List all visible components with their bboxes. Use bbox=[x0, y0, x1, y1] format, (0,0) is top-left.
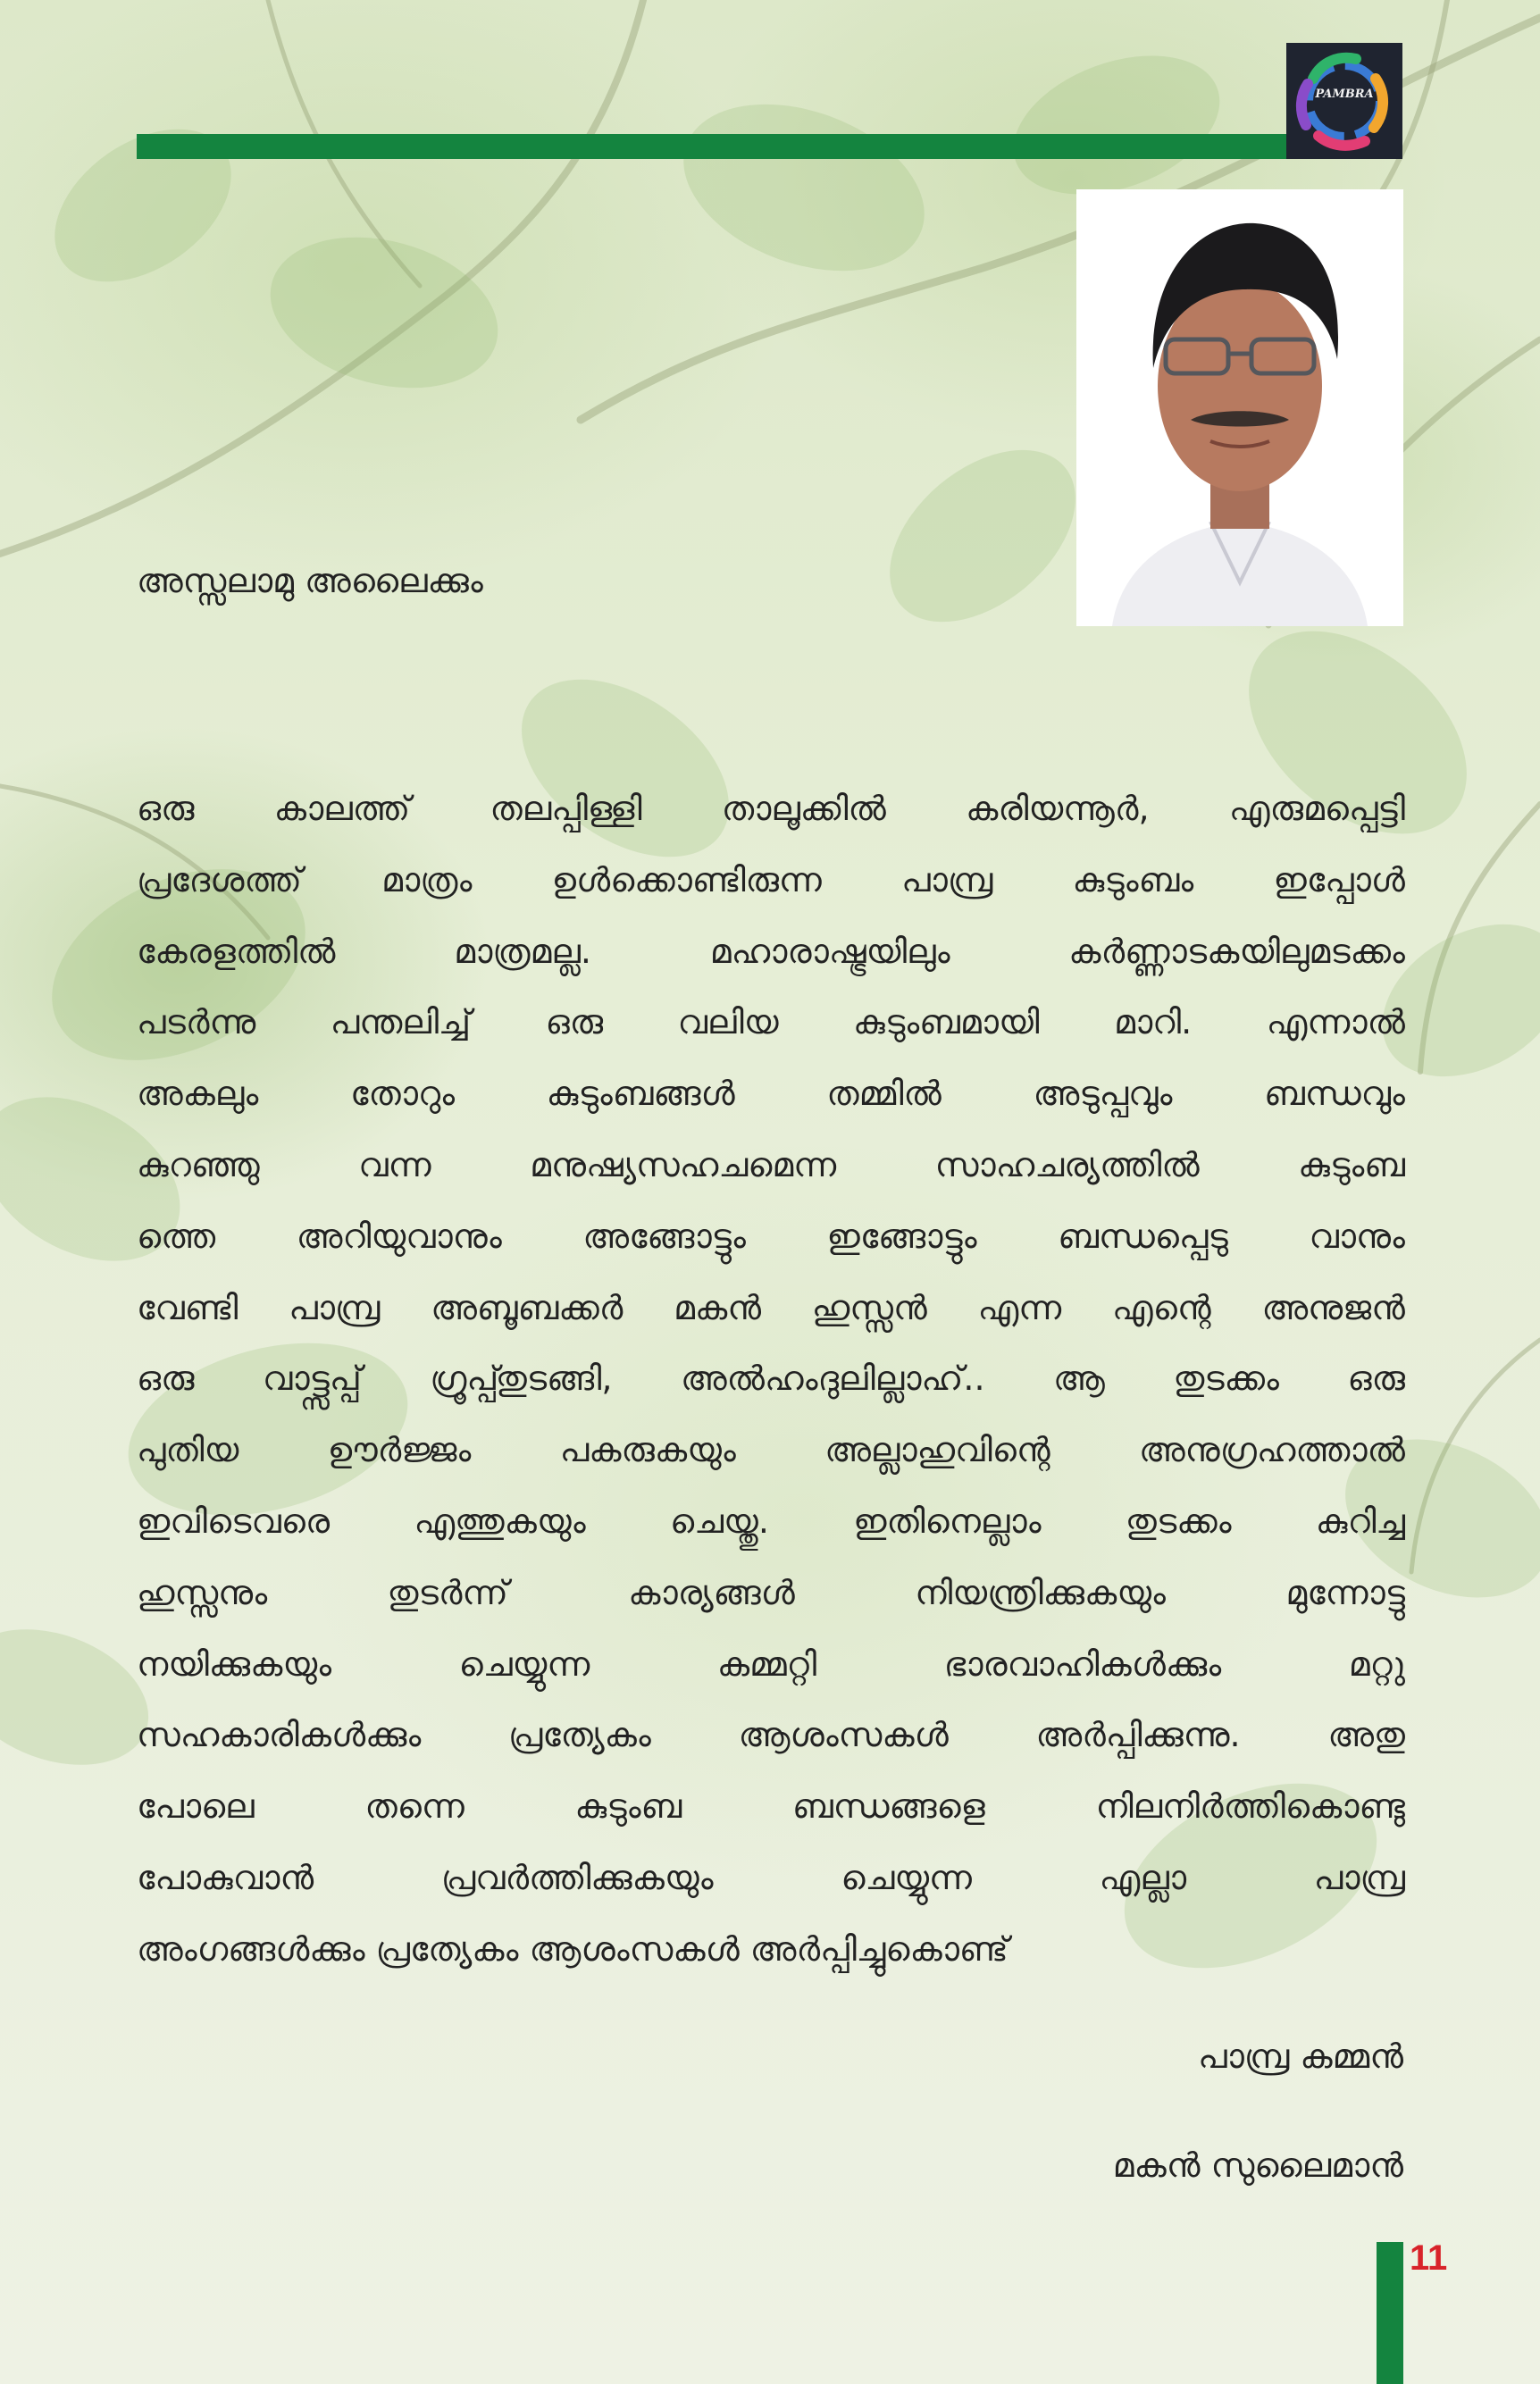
word: പാമ്പ്ര bbox=[901, 859, 993, 899]
word: കുടുംബ bbox=[574, 1786, 682, 1827]
word: ഹുസ്സൻ bbox=[811, 1287, 927, 1327]
word: എന്ന bbox=[977, 1287, 1062, 1327]
word: ഹുസ്സനും bbox=[137, 1572, 268, 1612]
word: ഇങ്ങോട്ടും bbox=[826, 1216, 977, 1256]
word: പാമ്പ്ര bbox=[1313, 1857, 1405, 1897]
paragraph-line bbox=[137, 916, 1405, 988]
word: അല്ലാഹുവിന്റെ bbox=[824, 1430, 1050, 1470]
word: കാലത്ത് bbox=[273, 789, 411, 828]
paragraph-line bbox=[137, 1700, 1405, 1771]
word: തുടക്കം bbox=[1125, 1501, 1232, 1541]
word: ത്തെ bbox=[137, 1216, 216, 1256]
word: കേരളത്തിൽ bbox=[137, 931, 336, 971]
word: അകലും bbox=[137, 1074, 259, 1114]
word: എല്ലാ bbox=[1099, 1857, 1187, 1897]
word: ബന്ധവും bbox=[1264, 1074, 1405, 1114]
person-photo-icon bbox=[1076, 189, 1403, 626]
word: നിയന്ത്രിക്കുകയും bbox=[915, 1572, 1166, 1612]
word: സഹകാരികൾക്കും bbox=[137, 1715, 422, 1755]
circular-hands-logo-icon bbox=[1286, 43, 1402, 159]
signature-name: പാമ്പ്ര കമ്മൻ bbox=[1198, 2037, 1403, 2076]
word: കുറിച്ച bbox=[1315, 1501, 1405, 1541]
word: എരുമപ്പെട്ടി bbox=[1228, 789, 1405, 828]
word: എന്നാൽ bbox=[1266, 1002, 1405, 1042]
word: മാത്രമല്ല. bbox=[454, 931, 591, 971]
person-photo bbox=[1076, 189, 1403, 626]
word: പകരുകയും bbox=[559, 1430, 736, 1470]
word: കുടുംബം bbox=[1072, 859, 1194, 899]
paragraph-line bbox=[137, 1558, 1405, 1629]
word: അങ്ങോട്ടും bbox=[582, 1216, 746, 1256]
word: കുടുംബമായി bbox=[853, 1002, 1040, 1042]
word: ബന്ധങ്ങളെ bbox=[792, 1786, 985, 1827]
word: അനുഗ്രഹത്താൽ bbox=[1138, 1430, 1405, 1470]
word: പോലെ bbox=[137, 1786, 255, 1827]
word: ഉൾക്കൊണ്ടിരുന്ന bbox=[551, 859, 822, 899]
word: തോറും bbox=[350, 1074, 456, 1114]
word: തുടക്കം bbox=[1173, 1359, 1279, 1399]
paragraph-line bbox=[137, 987, 1405, 1058]
word: ചെയ്യുന്ന bbox=[841, 1857, 972, 1897]
word: തലപ്പിള്ളി bbox=[490, 789, 642, 828]
word: കമ്മറ്റി bbox=[716, 1644, 817, 1684]
paragraph-line bbox=[137, 1415, 1405, 1486]
signature-relation: മകൻ സുലൈമാൻ bbox=[1112, 2146, 1403, 2185]
word: ഊർജ്ജം bbox=[327, 1430, 472, 1470]
page-number-bar bbox=[1377, 2242, 1403, 2384]
word: വലിയ bbox=[677, 1002, 779, 1042]
paragraph-line bbox=[137, 1486, 1405, 1558]
word: ഗ്രൂപ്പ്തുടങ്ങി, bbox=[430, 1359, 613, 1399]
word: അർപ്പിക്കുന്നു. bbox=[1035, 1715, 1241, 1755]
word: അനുജൻ bbox=[1261, 1287, 1405, 1327]
word: വാട്ട്സപ്പ് bbox=[262, 1359, 362, 1399]
word: ആശംസകൾ bbox=[738, 1715, 949, 1755]
logo-text: PAMBRA bbox=[1315, 88, 1374, 101]
paragraph-line bbox=[137, 1273, 1405, 1344]
word: പാമ്പ്ര bbox=[289, 1287, 381, 1327]
word: തന്നെ bbox=[364, 1786, 465, 1827]
paragraph-line bbox=[137, 1130, 1405, 1201]
word: വേണ്ടി bbox=[137, 1287, 239, 1327]
word: എത്തുകയും bbox=[414, 1501, 586, 1541]
word: നിലനിർത്തികൊണ്ടു bbox=[1095, 1786, 1405, 1827]
paragraph-line bbox=[137, 1843, 1405, 1914]
word: ചെയ്യുന്ന bbox=[458, 1644, 590, 1684]
word: സാഹചര്യത്തിൽ bbox=[934, 1144, 1200, 1184]
word: ബന്ധപ്പെടു bbox=[1058, 1216, 1228, 1256]
word: മകൻ bbox=[674, 1287, 762, 1327]
word: അടുപ്പവും bbox=[1033, 1074, 1173, 1114]
word: കുറഞ്ഞു bbox=[137, 1144, 260, 1184]
word: ഒരു bbox=[545, 1002, 604, 1042]
word: എന്റെ bbox=[1112, 1287, 1211, 1327]
word: മനുഷ്യസഹചമെന്ന bbox=[530, 1144, 837, 1184]
word: കുടുംബങ്ങൾ bbox=[546, 1074, 735, 1114]
word: തുടർന്ന് bbox=[387, 1572, 508, 1612]
word: മാറി. bbox=[1114, 1002, 1193, 1042]
word: പുതിയ bbox=[137, 1430, 239, 1470]
word: താലൂക്കിൽ bbox=[721, 789, 886, 828]
word: കരിയന്നൂർ, bbox=[966, 789, 1150, 828]
word: ഭാരവാഹികൾക്കും bbox=[943, 1644, 1222, 1684]
paragraph-line bbox=[137, 774, 1405, 845]
word: പ്രദേശത്ത് bbox=[137, 859, 302, 899]
word: അതു bbox=[1327, 1715, 1405, 1755]
word: കുടുംബ bbox=[1298, 1144, 1405, 1184]
word: മറ്റു bbox=[1348, 1644, 1405, 1684]
word: ഒരു bbox=[137, 789, 195, 828]
paragraph-line bbox=[137, 1343, 1405, 1415]
word: മഹാരാഷ്ട്രയിലും bbox=[709, 931, 950, 971]
word: മാത്രം bbox=[381, 859, 473, 899]
message-paragraph bbox=[137, 774, 1405, 1986]
word: ഇപ്പോൾ bbox=[1273, 859, 1405, 899]
header-green-bar bbox=[137, 134, 1289, 159]
word: പന്തലിച്ച് bbox=[330, 1002, 472, 1042]
word: മുന്നോട്ടു bbox=[1285, 1572, 1405, 1612]
word: പോകുവാൻ bbox=[137, 1857, 314, 1897]
word: കർണ്ണാടകയിലുമടക്കം bbox=[1068, 931, 1405, 971]
word: ചെയ്തു. bbox=[670, 1501, 769, 1541]
paragraph-line bbox=[137, 1629, 1405, 1701]
word: അറിയുവാനും bbox=[296, 1216, 502, 1256]
word: കാര്യങ്ങൾ bbox=[628, 1572, 795, 1612]
word: അബൂബക്കർ bbox=[431, 1287, 624, 1327]
word: ആ bbox=[1053, 1359, 1105, 1399]
greeting: അസ്സലാമു അലൈക്കും bbox=[137, 561, 483, 600]
paragraph-line bbox=[137, 1201, 1405, 1273]
word: പ്രത്യേകം bbox=[508, 1715, 651, 1755]
word: ഒരു bbox=[137, 1359, 195, 1399]
page-number: 11 bbox=[1410, 2238, 1448, 2278]
word: ഇവിടെവരെ bbox=[137, 1501, 331, 1541]
paragraph-line bbox=[137, 1058, 1405, 1130]
word: നയിക്കുകയും bbox=[137, 1644, 332, 1684]
word: ഇതിനെല്ലാം bbox=[853, 1501, 1042, 1541]
paragraph-line bbox=[137, 1771, 1405, 1843]
word: പ്രവർത്തിക്കുകയും bbox=[440, 1857, 714, 1897]
pambra-family-trust-logo bbox=[1286, 43, 1402, 159]
paragraph-line bbox=[137, 845, 1405, 916]
word: ഒരു bbox=[1347, 1359, 1405, 1399]
word: അൽഹംദുലില്ലാഹ്.. bbox=[680, 1359, 985, 1399]
paragraph-last-line: അംഗങ്ങൾക്കും പ്രത്യേകം ആശംസകൾ അർപ്പിച്ചുകൊണ്ട് bbox=[137, 1928, 1009, 1969]
word: വാനും bbox=[1309, 1216, 1405, 1256]
word: പടർന്നു bbox=[137, 1002, 256, 1042]
word: തമ്മിൽ bbox=[826, 1074, 942, 1114]
word: വന്ന bbox=[358, 1144, 431, 1184]
